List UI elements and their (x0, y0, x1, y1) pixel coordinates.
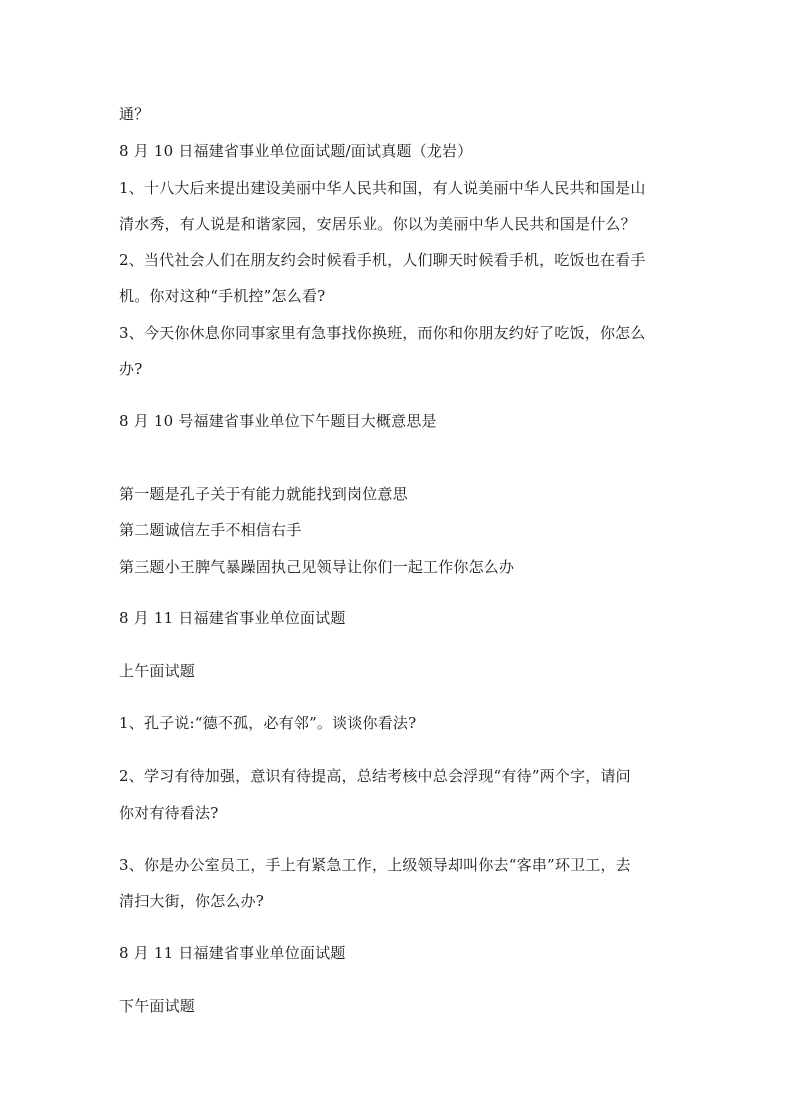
section-heading: 8 月 11 日福建省事业单位面试题 (119, 944, 346, 962)
question-line: 1、十八大后来提出建设美丽中华人民共和国，有人说美丽中华人民共和国是山 (119, 179, 646, 197)
question-line: 清水秀，有人说是和谐家园，安居乐业。你以为美丽中华人民共和国是什么？ (119, 215, 636, 233)
question-line: 第二题诚信左手不相信右手 (119, 521, 302, 539)
question-line: 1、孔子说:“德不孤，必有邻”。谈谈你看法? (119, 714, 417, 732)
question-line: 2、当代社会人们在朋友约会时候看手机，人们聊天时候看手机，吃饭也在看手 (119, 251, 646, 269)
subsection-heading: 下午面试题 (119, 997, 196, 1015)
question-line: 第三题小王脾气暴躁固执己见领导让你们一起工作你怎么办 (119, 558, 515, 576)
text-line: 通？ (119, 105, 150, 123)
section-heading: 8 月 10 日福建省事业单位面试题/面试真题（龙岩） (119, 142, 473, 160)
question-line: 第一题是孔子关于有能力就能找到岗位意思 (119, 485, 408, 503)
section-heading: 8 月 10 号福建省事业单位下午题目大概意思是 (119, 412, 437, 430)
question-line: 清扫大街，你怎么办? (119, 892, 265, 910)
question-line: 3、今天你休息你同事家里有急事找你换班，而你和你朋友约好了吃饭，你怎么 (119, 324, 646, 342)
question-line: 2、学习有待加强，意识有待提高，总结考核中总会浮现“有待”两个字，请问 (119, 767, 631, 785)
question-line: 3、你是办公室员工，手上有紧急工作，上级领导却叫你去“客串”环卫工，去 (119, 856, 631, 874)
question-line: 机。你对这种“手机控”怎么看? (119, 287, 326, 305)
subsection-heading: 上午面试题 (119, 662, 196, 680)
section-heading: 8 月 11 日福建省事业单位面试题 (119, 609, 346, 627)
question-line: 你对有待看法? (119, 804, 219, 822)
question-line: 办? (119, 360, 143, 378)
